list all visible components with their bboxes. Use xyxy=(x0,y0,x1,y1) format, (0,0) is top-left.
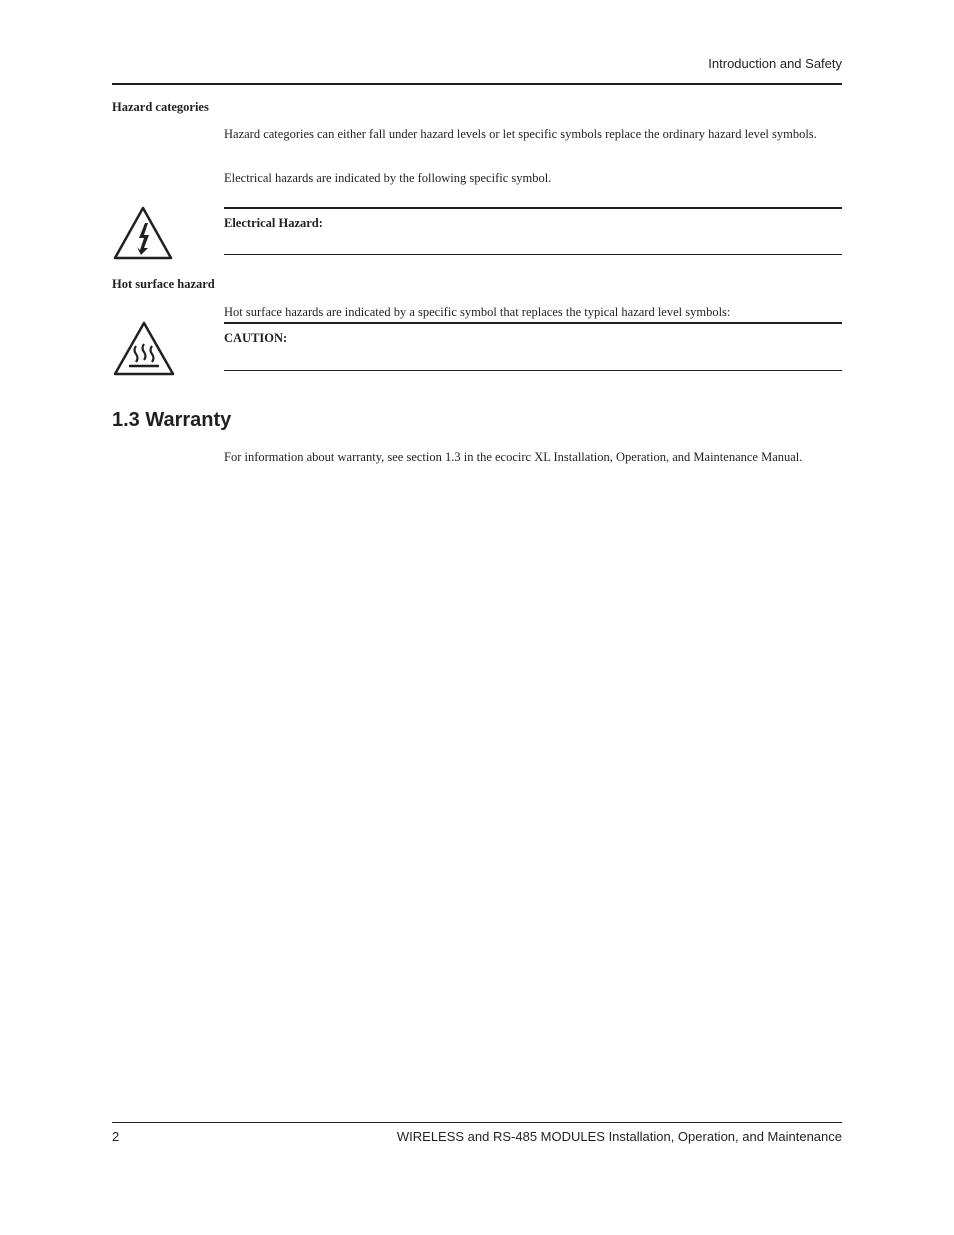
hot-surface-heading: Hot surface hazard xyxy=(112,277,215,291)
warranty-paragraph: For information about warranty, see section 1.3 in the ecocirc XL Installation, Operation, and Maintenance Manual. xyxy=(224,450,803,464)
electrical-hazard-icon xyxy=(112,205,174,261)
hot-surface-paragraph: Hot surface hazards are indicated by a specific symbol that replaces the typical hazard level symbols: xyxy=(224,305,731,319)
electrical-hazard-box xyxy=(224,207,842,255)
hazard-categories-heading: Hazard categories xyxy=(112,100,209,114)
caution-box xyxy=(224,322,842,371)
hazard-categories-paragraph: Hazard categories can either fall under hazard levels or let specific symbols replace the ordinary hazard level symbols. xyxy=(224,127,817,141)
footer-rule xyxy=(112,1122,842,1123)
footer-document-title: WIRELESS and RS-485 MODULES Installation, Operation, and Maintenance xyxy=(396,1129,842,1144)
page-number: 2 xyxy=(112,1129,120,1144)
running-header: Introduction and Safety xyxy=(708,56,842,71)
caution-label: CAUTION: xyxy=(224,331,288,345)
warranty-title: 1.3 Warranty xyxy=(112,409,232,431)
header-rule xyxy=(112,83,842,85)
electrical-intro-paragraph: Electrical hazards are indicated by the following specific symbol. xyxy=(224,171,552,185)
hot-surface-icon xyxy=(112,320,176,378)
electrical-hazard-label: Electrical Hazard: xyxy=(224,216,323,230)
